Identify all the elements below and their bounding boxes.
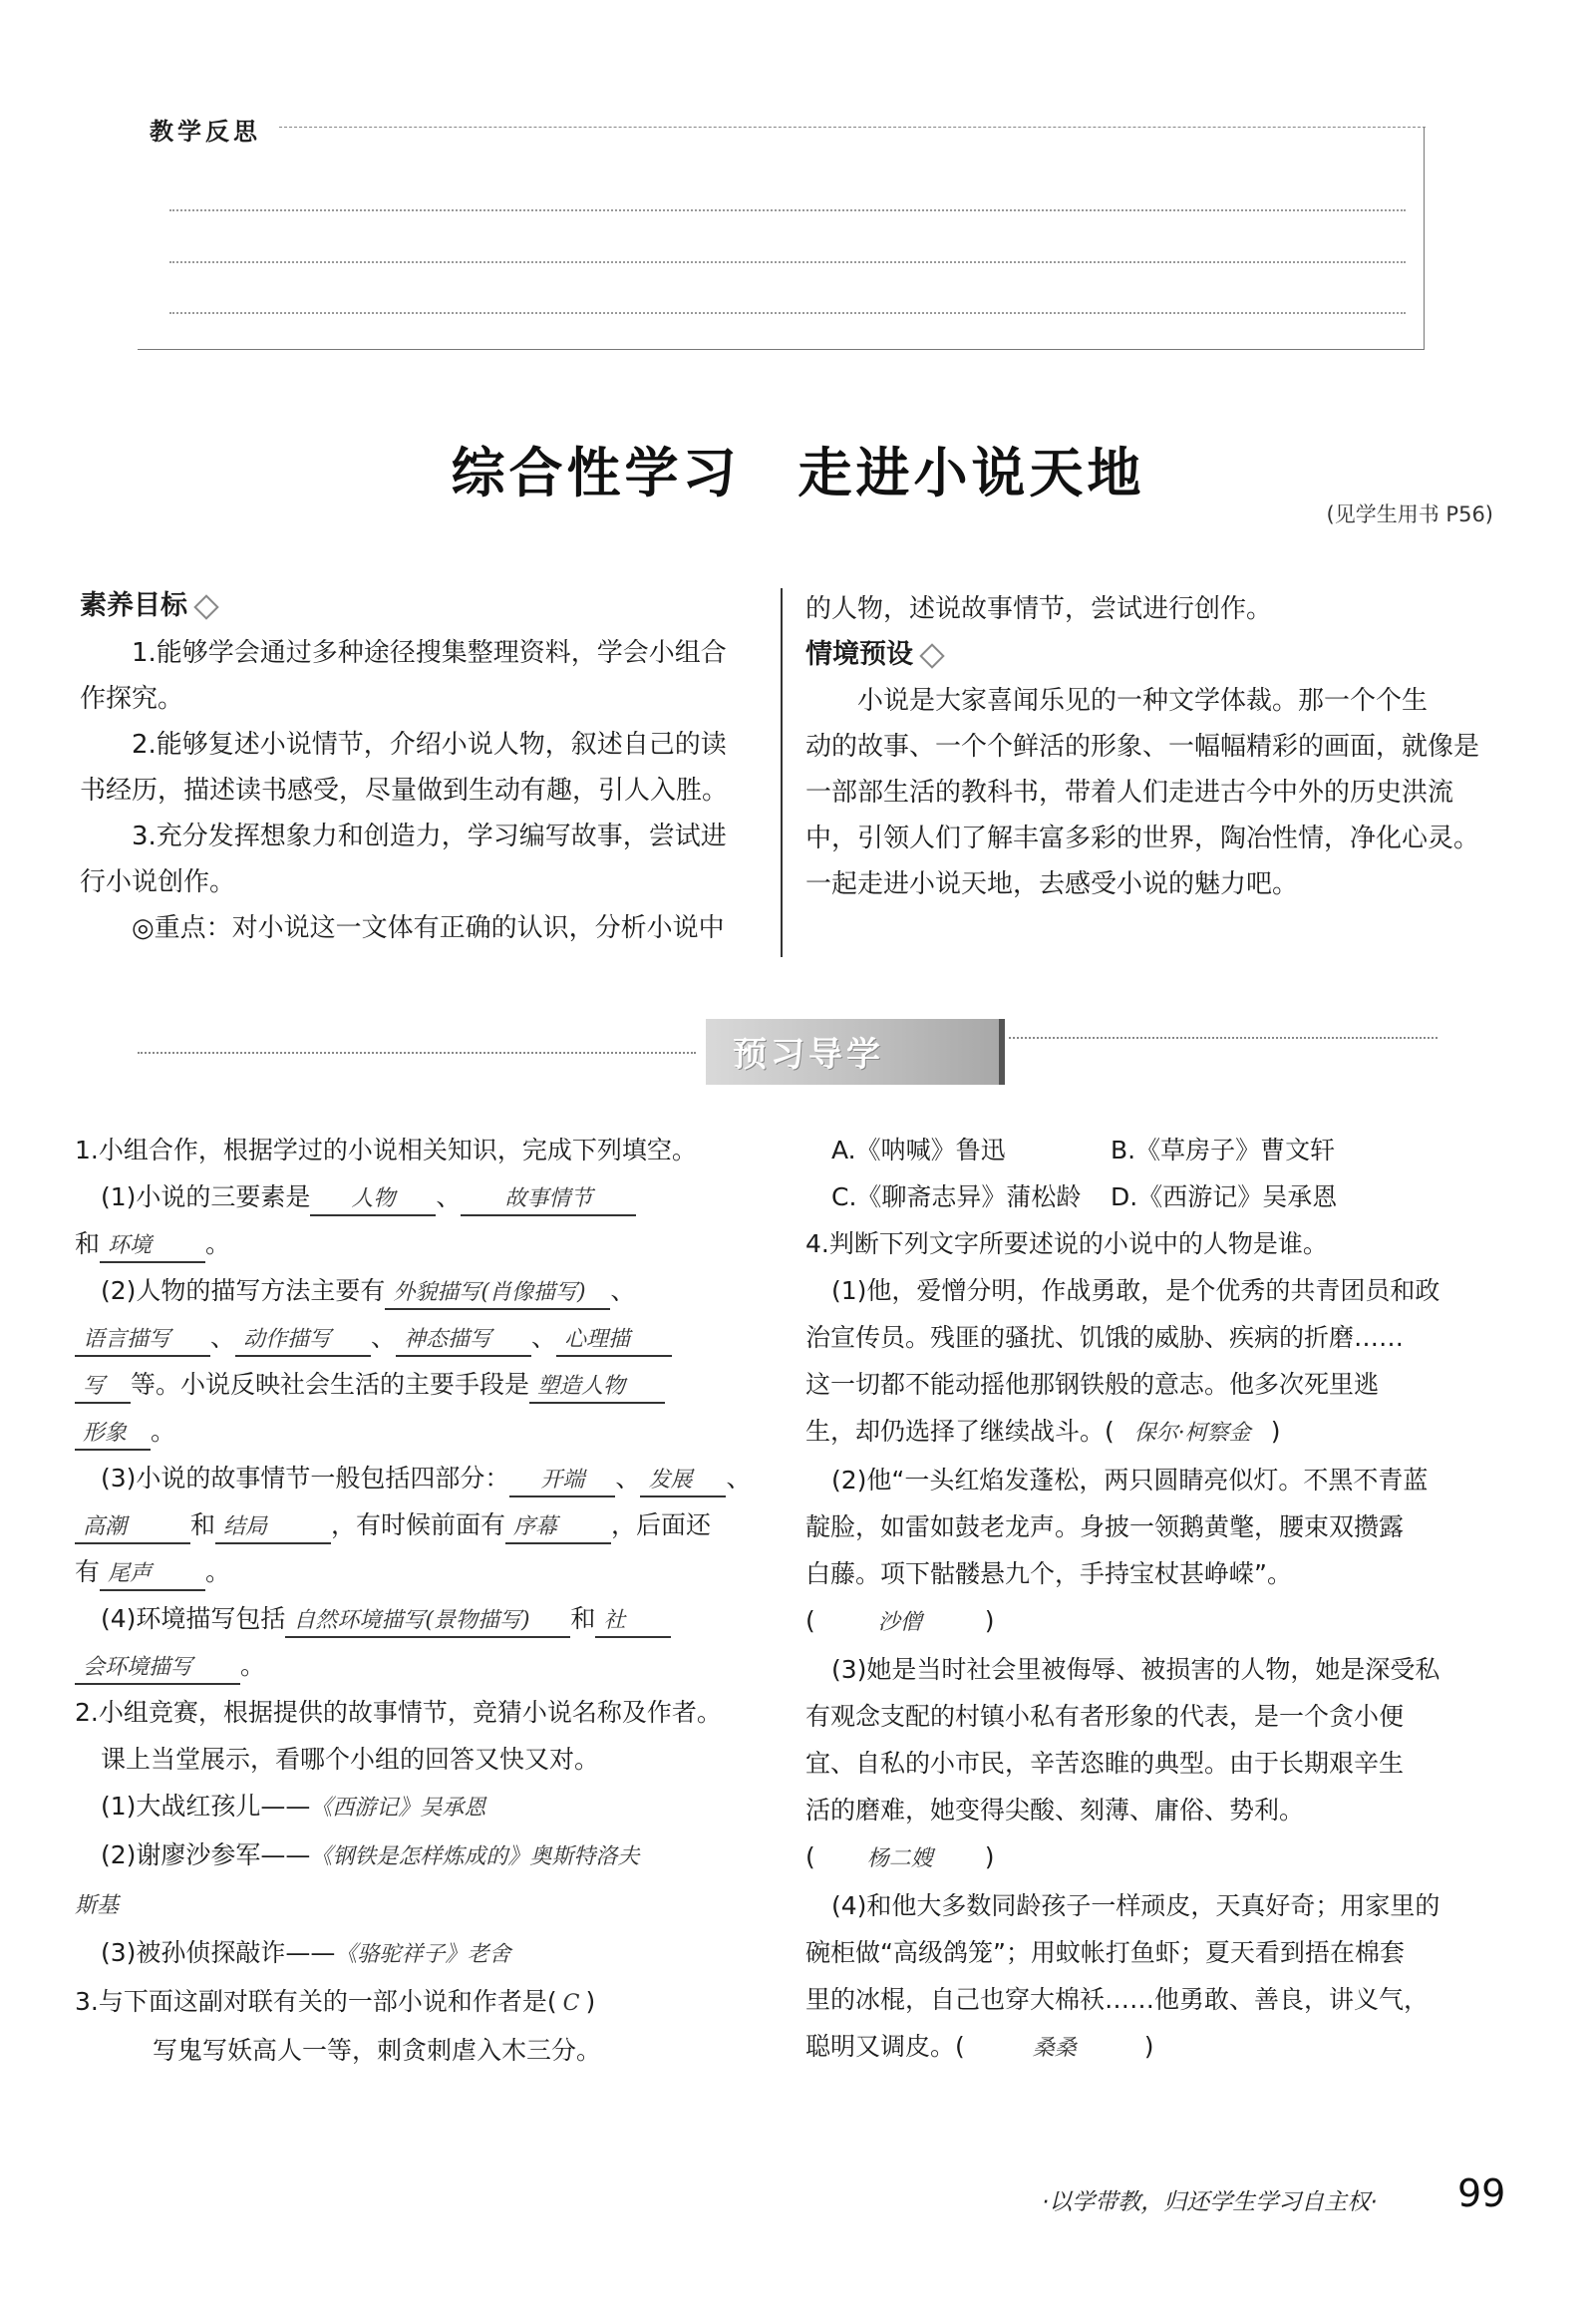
q3-options-row-2 [805, 1173, 1503, 1220]
q1-part3-cont1 [75, 1501, 763, 1548]
teaching-reflection-label: 教学反思 [150, 118, 261, 146]
q4-p1-line: 治宣传员。残匪的骚扰、饥饿的威胁、疾病的折磨…… [805, 1323, 1405, 1352]
option-b: B.《草房子》曹文轩 [1111, 1136, 1336, 1164]
answer-text: 《钢铁是怎样炼成的》奥斯特洛夫 [310, 1844, 640, 1869]
answer-blank: 结局 [215, 1512, 331, 1544]
q2-item-1 [75, 1783, 763, 1831]
goal-line: 书经历，描述读书感受，尽量做到生动有趣，引人入胜。 [80, 776, 729, 806]
answer-blank: 故事情节 [461, 1184, 636, 1216]
scenario-line: 一起走进小说天地，去感受小说的魅力吧。 [805, 869, 1299, 899]
q1-part2-cont1 [75, 1314, 763, 1361]
scenario-line: 中，引领人们了解丰富多彩的世界，陶冶性情，净化心灵。 [805, 824, 1480, 853]
answer-blank: 心理描 [556, 1325, 672, 1357]
q1-p4-text: (4)环境描写包括 [101, 1604, 286, 1633]
q1-part2-cont3 [75, 1408, 763, 1455]
reflection-box [138, 128, 1425, 350]
answer-blank: 写 [75, 1372, 131, 1404]
answer-blank: 动作描写 [235, 1325, 371, 1357]
answer-blank: 序幕 [505, 1512, 611, 1544]
q4-p2-line: (2)他“一头红焰发蓬松，两只圆睛亮似灯。不黑不青蓝 [831, 1466, 1429, 1494]
answer-blank: 开端 [509, 1466, 615, 1497]
goal-line: 作探究。 [80, 684, 184, 714]
q4-p1-line: 这一切都不能动摇他那钢铁般的意志。他多次死里逃 [805, 1370, 1380, 1399]
close-paren: ) [984, 1606, 995, 1635]
q2-item-2-cont [75, 1880, 763, 1929]
goal-line: 1.能够学会通过多种途径搜集整理资料，学会小组合 [132, 638, 727, 668]
q1-and: 和 [75, 1229, 101, 1258]
q2-stem-1: 2.小组竞赛，根据提供的故事情节，竞猜小说名称及作者。 [75, 1698, 722, 1727]
q1-part1 [75, 1173, 763, 1220]
answer-text: 斯基 [75, 1893, 120, 1918]
answer-blank: 尾声 [100, 1559, 205, 1591]
open-paren: ( [805, 1842, 815, 1871]
q2-item-3 [75, 1929, 763, 1978]
section-banner-text: 预习导学 [733, 1035, 884, 1075]
close-paren: ) [1143, 2032, 1154, 2061]
student-book-reference: (见学生用书 P56) [1326, 502, 1493, 526]
q3-stem [75, 1978, 763, 2027]
q4-p4-line: 里的冰棍，自己也穿大棉袄……他勇敢、善良，讲义气， [805, 1985, 1430, 2014]
q4-p4-last-text: 聪明又调皮。( [805, 2032, 965, 2061]
separator: 、 [531, 1323, 557, 1352]
q3-stem-text: 3.与下面这副对联有关的一部小说和作者是( [75, 1987, 557, 2016]
q4-p4-line: (4)和他大多数同龄孩子一样顽皮，天真好奇；用家里的 [831, 1891, 1440, 1920]
q1-p3-mid: ，有时候前面有 [331, 1510, 506, 1539]
q4-p2-line: 白藤。项下骷髅悬九个，手持宝杖甚峥嵘”。 [805, 1559, 1292, 1588]
period: 。 [205, 1229, 231, 1258]
q1-part1-cont [75, 1220, 763, 1267]
answer-blank: 自然环境描写(景物描写) [285, 1606, 570, 1638]
q4-p3-line: (3)她是当时社会里被侮辱、被损害的人物，她是深受私 [831, 1655, 1440, 1684]
answer-blank: 塑造人物 [529, 1372, 665, 1404]
q1-p2-text: (2)人物的描写方法主要有 [101, 1276, 386, 1305]
q3-options-row-1 [805, 1127, 1503, 1173]
period: 。 [240, 1651, 266, 1680]
answer-blank: 高潮 [75, 1512, 190, 1544]
q4-p2-line: 靛脸，如雷如鼓老龙声。身披一领鹅黄氅，腰束双攒露 [805, 1512, 1405, 1541]
q4-p1-last [805, 1408, 1503, 1457]
scenario-heading-text: 情境预设 [805, 639, 913, 670]
goals-section [80, 586, 768, 951]
q4-p3-line: 宜、自私的小市民，辛苦恣睢的典型。由于长期艰辛生 [805, 1749, 1405, 1778]
goals-heading [80, 586, 768, 626]
page-title: 综合性学习 走进小说天地 [451, 441, 1145, 504]
option-a: A.《呐喊》鲁迅 [831, 1136, 1006, 1164]
q1-you: 有 [75, 1557, 101, 1586]
q2-stem-2: 课上当堂展示，看哪个小组的回答又快又对。 [101, 1745, 600, 1774]
answer-blank: 发展 [640, 1466, 726, 1497]
q3-close-paren: ) [585, 1987, 596, 2016]
answer-text: 《西游记》吴承恩 [310, 1796, 486, 1821]
scenario-line: 动的故事、一个个鲜活的形象、一幅幅精彩的画面，就像是 [805, 732, 1480, 762]
footer-motto: ·以学带教，归还学生学习自主权· [1042, 2189, 1378, 2215]
q1-part2 [75, 1267, 763, 1314]
reflection-line-1 [169, 209, 1406, 211]
answer-blank: 外貌描写(肖像描写) [385, 1278, 610, 1310]
reflection-line-3 [169, 312, 1406, 314]
q1-p3-text: (3)小说的故事情节一般包括四部分： [101, 1464, 510, 1493]
separator: 、 [371, 1323, 397, 1352]
q1-and: 和 [190, 1510, 216, 1539]
q2-i2-text: (2)谢廖沙参军—— [101, 1840, 311, 1869]
answer-text: 保尔·柯察金 [1133, 1421, 1251, 1446]
close-paren: ) [984, 1842, 995, 1871]
separator: 、 [726, 1464, 752, 1493]
q1-part4-cont [75, 1642, 763, 1689]
option-d: D.《西游记》吴承恩 [1111, 1182, 1338, 1211]
q4-p3-answer [805, 1833, 1503, 1882]
period: 。 [151, 1417, 176, 1446]
goal-line: 行小说创作。 [80, 867, 236, 897]
q1-part3 [75, 1455, 763, 1501]
open-paren: ( [805, 1606, 815, 1635]
answer-blank: 神态描写 [396, 1325, 531, 1357]
option-c: C.《聊斋志异》蒲松龄 [831, 1182, 1082, 1211]
answer-blank: 语言描写 [75, 1325, 210, 1357]
separator: 、 [615, 1464, 641, 1493]
answer-blank: 社 [595, 1606, 671, 1638]
left-questions [75, 1127, 763, 2074]
reflection-line-2 [169, 261, 1406, 263]
diamond-icon [193, 594, 218, 619]
q4-stem: 4.判断下列文字所要述说的小说中的人物是谁。 [805, 1229, 1328, 1258]
q1-p3-mid2: ，后面还 [611, 1510, 712, 1539]
q1-p2-mid: 等。小说反映社会生活的主要手段是 [131, 1370, 530, 1399]
goal-focus-line: ◎重点：对小说这一文体有正确的认识，分析小说中 [132, 913, 725, 943]
scenario-heading [805, 632, 1503, 678]
q1-stem: 1.小组合作，根据学过的小说相关知识，完成下列填空。 [75, 1136, 697, 1164]
column-divider [781, 588, 783, 957]
q1-part2-cont2 [75, 1361, 763, 1408]
answer-text: 沙僧 [877, 1610, 922, 1635]
diamond-icon [919, 643, 944, 668]
page-number: 99 [1457, 2171, 1506, 2215]
q2-i3-text: (3)被孙侦探敲诈—— [101, 1938, 336, 1967]
answer-blank: 形象 [75, 1419, 151, 1451]
q1-part3-cont2 [75, 1548, 763, 1595]
answer-text: 《骆驼祥子》老舍 [335, 1942, 511, 1967]
right-questions [805, 1127, 1503, 2072]
separator: 、 [436, 1182, 462, 1211]
q1-part4 [75, 1595, 763, 1642]
separator: 、 [210, 1323, 236, 1352]
q4-p2-answer [805, 1597, 1503, 1646]
q3-couplet: 写鬼写妖高人一等，刺贪刺虐入木三分。 [153, 2036, 602, 2065]
q4-p1-line: (1)他，爱憎分明，作战勇敢，是个优秀的共青团员和政 [831, 1276, 1440, 1305]
answer-blank: 环境 [100, 1231, 205, 1263]
q1-p1-text: (1)小说的三要素是 [101, 1182, 311, 1211]
q2-i1-text: (1)大战红孩儿—— [101, 1792, 311, 1821]
q4-p4-last [805, 2023, 1503, 2072]
answer-blank: 会环境描写 [75, 1653, 240, 1685]
q4-p3-line: 活的磨难，她变得尖酸、刻薄、庸俗、势利。 [805, 1796, 1305, 1825]
banner-line-left [138, 1052, 696, 1054]
scenario-line: 一部部生活的教科书，带着人们走进古今中外的历史洪流 [805, 778, 1454, 808]
separator: 、 [610, 1276, 636, 1305]
q4-p4-line: 碗柜做“高级鸽笼”；用蚊帐打鱼虾；夏天看到捂在棉套 [805, 1938, 1405, 1967]
scenario-section [805, 586, 1503, 907]
q4-p3-line: 有观念支配的村镇小私有者形象的代表，是一个贪小便 [805, 1702, 1405, 1731]
goals-continuation: 的人物，述说故事情节，尝试进行创作。 [805, 594, 1273, 624]
answer-choice: C [562, 1991, 580, 2016]
answer-blank: 人物 [310, 1184, 436, 1216]
scenario-line: 小说是大家喜闻乐见的一种文学体裁。那一个个生 [857, 686, 1429, 716]
goal-line: 3.充分发挥想象力和创造力，学习编写故事，尝试进 [132, 822, 727, 851]
q1-and: 和 [570, 1604, 596, 1633]
banner-line-right [1009, 1037, 1437, 1039]
q4-p1-last-text: 生，却仍选择了继续战斗。( [805, 1417, 1115, 1446]
goal-line: 2.能够复述小说情节，介绍小说人物，叙述自己的读 [132, 730, 727, 760]
answer-text: 桑桑 [1032, 2036, 1077, 2061]
answer-text: 杨二嫂 [866, 1846, 933, 1871]
close-paren: ) [1270, 1417, 1281, 1446]
q2-item-2 [75, 1831, 763, 1880]
period: 。 [205, 1557, 231, 1586]
goals-heading-text: 素养目标 [80, 590, 187, 621]
